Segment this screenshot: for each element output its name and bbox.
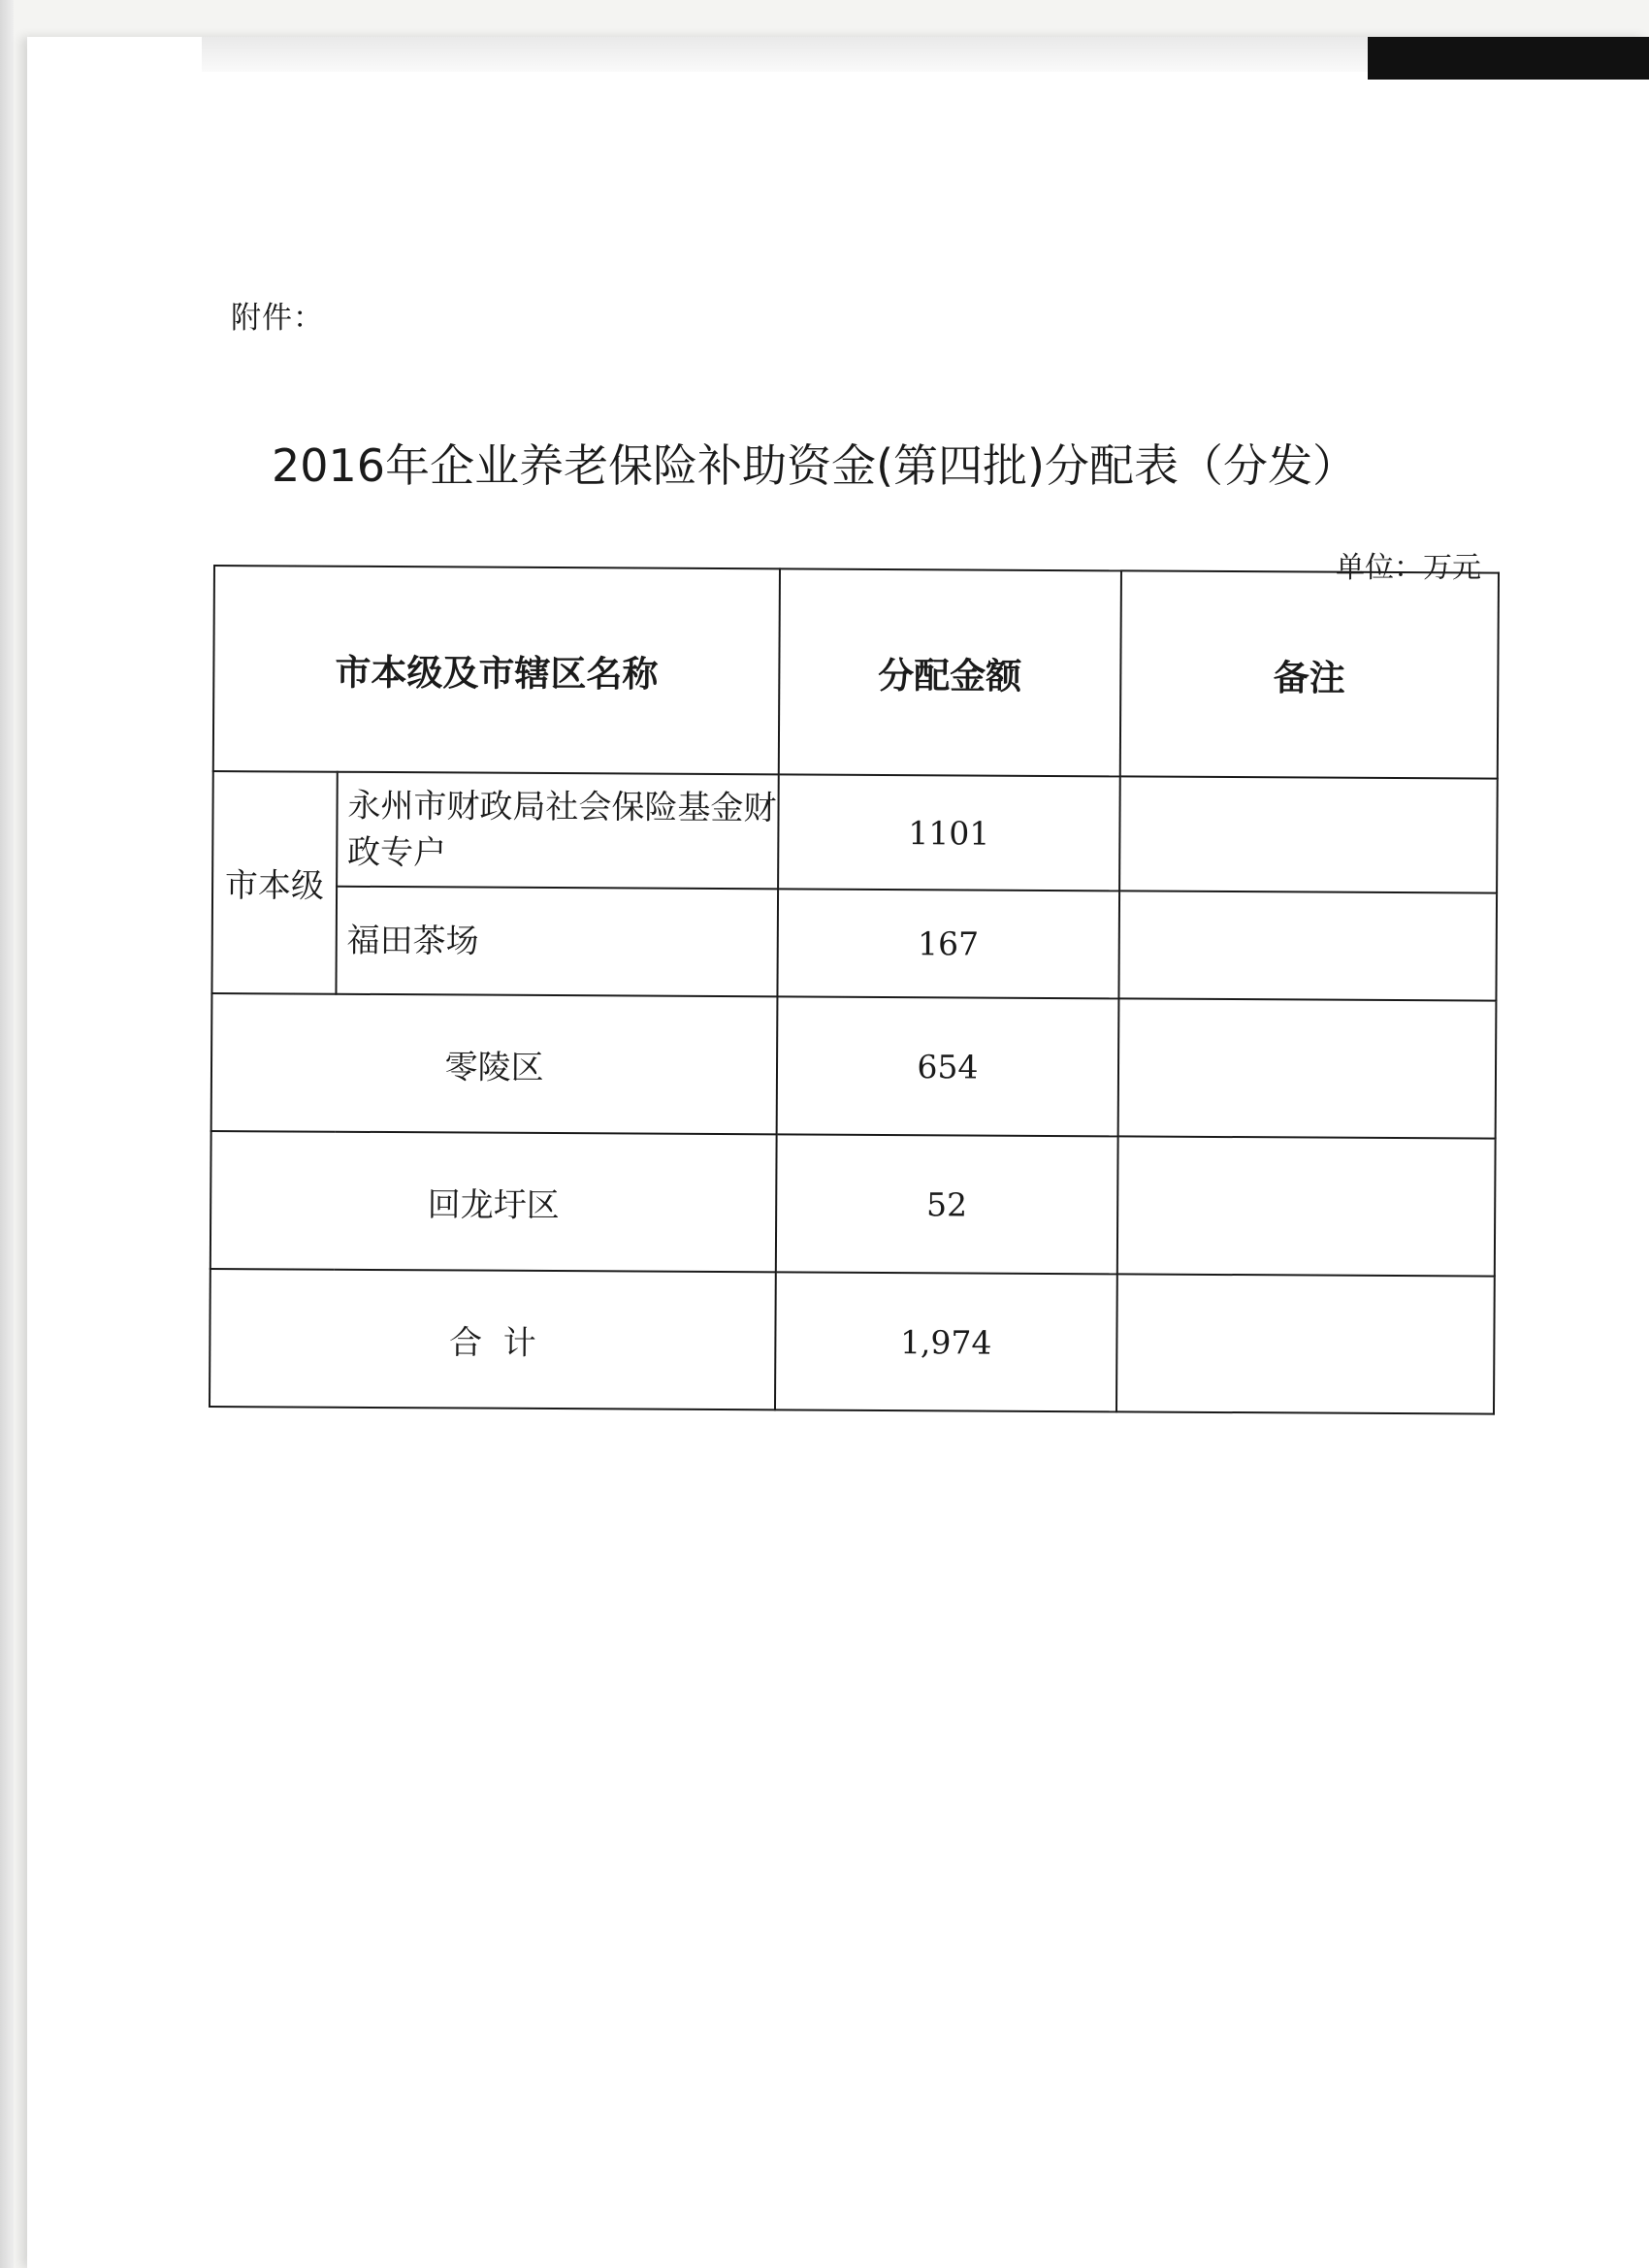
table-row xyxy=(212,771,1498,893)
table-row xyxy=(211,886,1497,1001)
total-amount: 1,974 xyxy=(775,1272,1116,1411)
scan-top-dark-corner xyxy=(1368,37,1649,80)
row-amount: 1101 xyxy=(778,774,1119,891)
row-amount: 52 xyxy=(776,1134,1117,1274)
total-label: 合 计 xyxy=(210,1269,776,1409)
allocation-table xyxy=(209,565,1500,1415)
header-amount: 分配金额 xyxy=(779,568,1121,776)
total-row xyxy=(210,1269,1495,1414)
city-level-label: 市本级 xyxy=(211,771,337,994)
table-header-row xyxy=(213,566,1499,779)
table-row xyxy=(211,993,1497,1139)
total-remarks xyxy=(1116,1274,1495,1413)
row-name: 福田茶场 xyxy=(336,887,778,997)
document-title: 2016年企业养老保险补助资金(第四批)分配表（分发） xyxy=(272,439,1357,492)
unit-label: 单位：万元 xyxy=(1336,551,1481,585)
table-row xyxy=(210,1131,1496,1277)
row-remarks xyxy=(1116,1136,1495,1276)
row-amount: 654 xyxy=(777,996,1118,1136)
scan-left-edge xyxy=(0,0,14,2268)
row-remarks xyxy=(1118,891,1497,1000)
row-remarks xyxy=(1117,998,1496,1138)
row-name: 零陵区 xyxy=(211,993,778,1134)
row-name: 回龙圩区 xyxy=(210,1131,777,1272)
header-remarks: 备注 xyxy=(1119,570,1499,778)
header-name: 市本级及市辖区名称 xyxy=(213,566,780,774)
row-remarks xyxy=(1119,776,1498,892)
row-amount: 167 xyxy=(778,889,1119,998)
row-name: 永州市财政局社会保险基金财政专户 xyxy=(337,772,779,890)
scan-top-strip xyxy=(202,37,1414,72)
attachment-label: 附件： xyxy=(231,301,324,336)
